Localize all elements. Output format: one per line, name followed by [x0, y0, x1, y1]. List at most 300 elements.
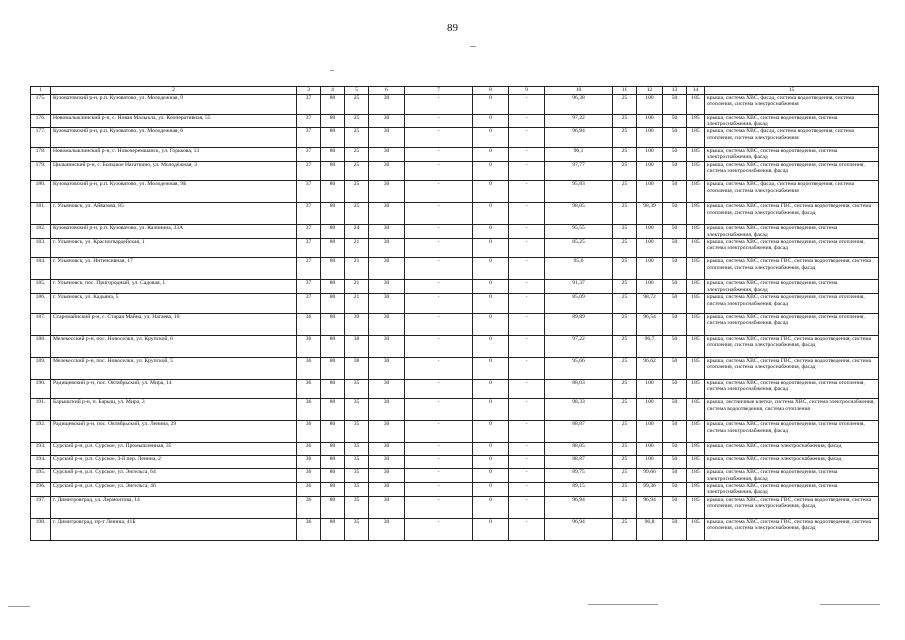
col-9-value: -: [509, 399, 545, 421]
col-8-value: 0: [473, 181, 509, 203]
address: Новомалыклинский р-н, с. Новая Малыкла, ул. Кооперативная, 55: [51, 114, 297, 128]
col-3-value: 36: [297, 399, 321, 421]
col-14-value: 185: [687, 181, 705, 203]
col-5-value: 25: [345, 203, 369, 225]
col-14-value: 185: [687, 294, 705, 314]
works-list: крыша, система ХВС, система ГВС, система водоотведения, система отопления, система электроснабжения, фасад: [705, 335, 879, 357]
col-11-value: 25: [613, 335, 637, 357]
col-10-value: 89,15: [545, 483, 613, 497]
col-11-value: 25: [613, 181, 637, 203]
col-9-value: -: [509, 95, 545, 115]
col-3-value: 36: [297, 313, 321, 335]
col-5-value: 25: [345, 128, 369, 148]
col-14-value: 185: [687, 335, 705, 357]
col-10-value: 95,83: [545, 181, 613, 203]
table-row: [31, 225, 879, 239]
col-10-value: 96,38: [545, 95, 613, 115]
column-header-14: 14: [687, 87, 705, 95]
row-number: 177.: [31, 128, 51, 148]
col-4-value: 80: [321, 443, 345, 456]
col-7-value: -: [405, 483, 473, 497]
column-header-3: 3: [297, 87, 321, 95]
col-11-value: 25: [613, 357, 637, 379]
row-number: 180.: [31, 181, 51, 203]
col-10-value: 95,66: [545, 357, 613, 379]
col-13-value: 50: [663, 518, 687, 540]
col-14-value: 185: [687, 357, 705, 379]
col-3-value: 37: [297, 161, 321, 181]
col-6-value: 30: [369, 399, 405, 421]
col-14-value: 185: [687, 258, 705, 280]
col-9-value: -: [509, 313, 545, 335]
col-13-value: 50: [663, 258, 687, 280]
col-5-value: 35: [345, 496, 369, 518]
row-number: 196.: [31, 483, 51, 497]
table-row: [31, 294, 879, 314]
col-9-value: -: [509, 379, 545, 399]
col-7-value: -: [405, 456, 473, 469]
col-9-value: -: [509, 456, 545, 469]
col-3-value: 36: [297, 357, 321, 379]
col-8-value: 0: [473, 399, 509, 421]
col-11-value: 25: [613, 95, 637, 115]
col-7-value: -: [405, 335, 473, 357]
col-7-value: -: [405, 294, 473, 314]
col-9-value: -: [509, 357, 545, 379]
col-4-value: 80: [321, 161, 345, 181]
col-3-value: 37: [297, 95, 321, 115]
col-8-value: 0: [473, 421, 509, 443]
col-12-value: 96,7: [637, 335, 663, 357]
col-11-value: 25: [613, 238, 637, 258]
col-9-value: -: [509, 161, 545, 181]
col-8-value: 0: [473, 496, 509, 518]
works-list: крыша, система ХВС, система водоотведения, система электроснабжения, фасад: [705, 147, 879, 161]
col-8-value: 0: [473, 280, 509, 294]
address: г. Ульяновск, ул. Интенсивная, 17: [51, 258, 297, 280]
col-12-value: 96,94: [637, 496, 663, 518]
col-8-value: 0: [473, 313, 509, 335]
works-list: крыша, система ХВС, система водоотведения, система электроснабжения, фасад: [705, 280, 879, 294]
col-3-value: 37: [297, 114, 321, 128]
col-6-value: 30: [369, 313, 405, 335]
col-5-value: 25: [345, 114, 369, 128]
col-13-value: 50: [663, 128, 687, 148]
col-13-value: 50: [663, 357, 687, 379]
col-6-value: 30: [369, 443, 405, 456]
col-6-value: 30: [369, 258, 405, 280]
col-10-value: 88,03: [545, 379, 613, 399]
col-9-value: -: [509, 483, 545, 497]
col-11-value: 25: [613, 496, 637, 518]
col-10-value: 88,87: [545, 456, 613, 469]
col-7-value: -: [405, 114, 473, 128]
table-row: [31, 161, 879, 181]
table-row: [31, 203, 879, 225]
col-11-value: 25: [613, 469, 637, 483]
col-9-value: -: [509, 280, 545, 294]
col-3-value: 37: [297, 294, 321, 314]
col-12-value: 96,62: [637, 357, 663, 379]
col-5-value: 25: [345, 161, 369, 181]
scan-artifact: [470, 46, 476, 47]
col-3-value: 37: [297, 203, 321, 225]
table-row: [31, 456, 879, 469]
housing-table-container: [30, 86, 878, 541]
col-10-value: 98,05: [545, 203, 613, 225]
row-number: 194.: [31, 456, 51, 469]
col-6-value: 30: [369, 147, 405, 161]
works-list: крыша, система ХВС, система ГВС, система водоотведения, система отопления, система электроснабжения, фасад: [705, 518, 879, 540]
col-3-value: 37: [297, 128, 321, 148]
col-12-value: 100: [637, 181, 663, 203]
col-10-value: 88,05: [545, 443, 613, 456]
col-5-value: 39: [345, 313, 369, 335]
address: Барышский р-н, п. Барыш, ул. Мира, 3: [51, 399, 297, 421]
col-7-value: -: [405, 379, 473, 399]
col-13-value: 50: [663, 421, 687, 443]
col-10-value: 96,1: [545, 147, 613, 161]
col-4-value: 80: [321, 421, 345, 443]
col-11-value: 25: [613, 379, 637, 399]
table-row: [31, 238, 879, 258]
address: Кузоватовский р-н, р.п. Кузоватово, ул. Калинина, 33А: [51, 225, 297, 239]
col-5-value: 38: [345, 335, 369, 357]
col-6-value: 30: [369, 469, 405, 483]
address: Кузоватовский р-н, р.п. Кузоватово, ул. Молодежная, 9Б: [51, 181, 297, 203]
col-7-value: -: [405, 399, 473, 421]
col-10-value: 96,94: [545, 496, 613, 518]
col-14-value: 185: [687, 421, 705, 443]
works-list: крыша, система ХВС, система водоотведения, система электроснабжения, фасад: [705, 225, 879, 239]
col-8-value: 0: [473, 379, 509, 399]
col-14-value: 185: [687, 161, 705, 181]
col-6-value: 30: [369, 294, 405, 314]
col-6-value: 30: [369, 161, 405, 181]
column-header-4: 4: [321, 87, 345, 95]
col-6-value: 30: [369, 280, 405, 294]
col-3-value: 36: [297, 469, 321, 483]
col-3-value: 36: [297, 483, 321, 497]
col-12-value: 100: [637, 443, 663, 456]
address: г. Ульяновск, ул. Кадьяна, 5: [51, 294, 297, 314]
col-4-value: 80: [321, 313, 345, 335]
col-12-value: 100: [637, 258, 663, 280]
col-9-value: -: [509, 469, 545, 483]
col-13-value: 50: [663, 443, 687, 456]
col-7-value: -: [405, 128, 473, 148]
col-3-value: 37: [297, 225, 321, 239]
address: г. Димитровград, ул. Лермонтова, 14: [51, 496, 297, 518]
col-7-value: -: [405, 181, 473, 203]
col-9-value: -: [509, 443, 545, 456]
col-13-value: 50: [663, 95, 687, 115]
row-number: 185.: [31, 280, 51, 294]
col-7-value: -: [405, 258, 473, 280]
column-header-2: 2: [51, 87, 297, 95]
col-13-value: 50: [663, 238, 687, 258]
col-10-value: 96,94: [545, 128, 613, 148]
col-5-value: 21: [345, 238, 369, 258]
col-8-value: 0: [473, 128, 509, 148]
col-8-value: 0: [473, 335, 509, 357]
table-row: [31, 280, 879, 294]
table-row: [31, 95, 879, 115]
col-10-value: 85,25: [545, 238, 613, 258]
col-12-value: 100: [637, 147, 663, 161]
col-11-value: 25: [613, 280, 637, 294]
col-9-value: -: [509, 128, 545, 148]
table-body: [31, 95, 879, 541]
table-row: [31, 443, 879, 456]
col-5-value: 35: [345, 421, 369, 443]
col-9-value: -: [509, 147, 545, 161]
col-3-value: 36: [297, 421, 321, 443]
col-9-value: -: [509, 225, 545, 239]
address: Новомалыклинский р-н, с. Новочеремшанск, ул. Горькова, 13: [51, 147, 297, 161]
row-number: 197.: [31, 496, 51, 518]
col-4-value: 80: [321, 225, 345, 239]
col-7-value: -: [405, 469, 473, 483]
works-list: крыша, система ХВС, система электроснабжения, фасад: [705, 456, 879, 469]
col-7-value: -: [405, 225, 473, 239]
col-4-value: 80: [321, 203, 345, 225]
col-4-value: 80: [321, 469, 345, 483]
col-13-value: 50: [663, 161, 687, 181]
col-7-value: -: [405, 147, 473, 161]
col-9-value: -: [509, 238, 545, 258]
col-8-value: 0: [473, 357, 509, 379]
col-13-value: 50: [663, 469, 687, 483]
col-13-value: 50: [663, 203, 687, 225]
col-10-value: 89,75: [545, 469, 613, 483]
works-list: крыша, система ХВС, система электроснабжения, фасад: [705, 443, 879, 456]
works-list: крыша, система ХВС, фасад, система водоотведения, система отопления, система электроснабжения: [705, 128, 879, 148]
col-13-value: 50: [663, 147, 687, 161]
col-8-value: 0: [473, 203, 509, 225]
col-4-value: 80: [321, 496, 345, 518]
col-4-value: 80: [321, 95, 345, 115]
works-list: крыша, система ХВС, система ГВС, система водоотведения, система отопления, система электроснабжения, фасад: [705, 357, 879, 379]
row-number: 178.: [31, 147, 51, 161]
row-number: 192.: [31, 421, 51, 443]
col-9-value: -: [509, 203, 545, 225]
col-3-value: 37: [297, 181, 321, 203]
works-list: крыша, система ХВС, система водоотведения, система электроснабжения, фасад: [705, 469, 879, 483]
col-6-value: 30: [369, 114, 405, 128]
col-11-value: 25: [613, 225, 637, 239]
col-8-value: 0: [473, 443, 509, 456]
col-5-value: 21: [345, 258, 369, 280]
col-6-value: 30: [369, 238, 405, 258]
col-7-value: -: [405, 313, 473, 335]
col-5-value: 24: [345, 225, 369, 239]
col-7-value: -: [405, 421, 473, 443]
col-14-value: 185: [687, 203, 705, 225]
col-14-value: 185: [687, 225, 705, 239]
col-7-value: -: [405, 443, 473, 456]
col-8-value: 0: [473, 114, 509, 128]
scan-artifact: [330, 70, 334, 71]
col-13-value: 50: [663, 181, 687, 203]
col-10-value: 97,77: [545, 161, 613, 181]
col-14-value: 185: [687, 496, 705, 518]
row-number: 182.: [31, 225, 51, 239]
col-8-value: 0: [473, 238, 509, 258]
col-13-value: 50: [663, 225, 687, 239]
col-3-value: 36: [297, 456, 321, 469]
col-13-value: 50: [663, 114, 687, 128]
col-5-value: 38: [345, 357, 369, 379]
col-4-value: 80: [321, 379, 345, 399]
col-9-value: -: [509, 114, 545, 128]
col-7-value: -: [405, 280, 473, 294]
col-13-value: 50: [663, 313, 687, 335]
table-row: [31, 379, 879, 399]
col-6-value: 30: [369, 357, 405, 379]
col-12-value: 100: [637, 95, 663, 115]
col-4-value: 80: [321, 456, 345, 469]
col-7-value: -: [405, 95, 473, 115]
col-11-value: 25: [613, 483, 637, 497]
table-row: [31, 335, 879, 357]
row-number: 183.: [31, 238, 51, 258]
col-14-value: 185: [687, 483, 705, 497]
table-row: [31, 469, 879, 483]
col-6-value: 30: [369, 421, 405, 443]
address: г. Ульяновск, ул. Красногвардейская, 1: [51, 238, 297, 258]
col-13-value: 50: [663, 294, 687, 314]
col-12-value: 96,8: [637, 518, 663, 540]
col-13-value: 50: [663, 399, 687, 421]
table-row: [31, 147, 879, 161]
col-12-value: 100: [637, 161, 663, 181]
row-number: 189.: [31, 357, 51, 379]
col-14-value: 185: [687, 238, 705, 258]
table-row: [31, 357, 879, 379]
housing-table: [30, 86, 879, 541]
col-14-value: 185: [687, 95, 705, 115]
col-5-value: 25: [345, 95, 369, 115]
col-7-value: -: [405, 161, 473, 181]
col-10-value: 95,6: [545, 258, 613, 280]
col-10-value: 97,22: [545, 335, 613, 357]
col-12-value: 100: [637, 128, 663, 148]
col-11-value: 25: [613, 456, 637, 469]
address: Радищевский р-н, пос. Октябрьский, ул. Мира, 14: [51, 379, 297, 399]
col-9-value: -: [509, 496, 545, 518]
works-list: крыша, система ХВС, система водоотведения, система отопления, система электроснабжения, фасад: [705, 238, 879, 258]
table-row: [31, 181, 879, 203]
col-3-value: 36: [297, 443, 321, 456]
row-number: 198.: [31, 518, 51, 540]
col-11-value: 25: [613, 114, 637, 128]
col-6-value: 30: [369, 456, 405, 469]
col-13-value: 50: [663, 379, 687, 399]
col-8-value: 0: [473, 469, 509, 483]
col-5-value: 21: [345, 280, 369, 294]
address: Цильнинский р-н, с. Большое Нагаткино, ул. Молодёжная, 3: [51, 161, 297, 181]
col-14-value: 185: [687, 443, 705, 456]
table-row: [31, 313, 879, 335]
column-header-1: 1: [31, 87, 51, 95]
col-7-value: -: [405, 357, 473, 379]
address: Сурский р-н, р.п. Сурское, ул. Энгельса, 64: [51, 469, 297, 483]
col-4-value: 80: [321, 483, 345, 497]
col-12-value: 98,72: [637, 294, 663, 314]
col-12-value: 100: [637, 114, 663, 128]
address: Старомайнский р-н, с. Старая Майна, ул. Нагаева, 10: [51, 313, 297, 335]
row-number: 179.: [31, 161, 51, 181]
address: г. Ульяновск, пос. Пригородный, ул. Садовая, 1: [51, 280, 297, 294]
col-6-value: 30: [369, 181, 405, 203]
col-6-value: 30: [369, 225, 405, 239]
col-9-value: -: [509, 181, 545, 203]
col-12-value: 100: [637, 421, 663, 443]
col-13-value: 50: [663, 456, 687, 469]
works-list: крыша, система ХВС, система водоотведения, система отопления, система электроснабжения, фасад: [705, 379, 879, 399]
col-4-value: 80: [321, 294, 345, 314]
col-6-value: 30: [369, 496, 405, 518]
row-number: 188.: [31, 335, 51, 357]
col-12-value: 100: [637, 399, 663, 421]
col-14-value: 185: [687, 518, 705, 540]
col-14-value: 185: [687, 379, 705, 399]
column-header-10: 10: [545, 87, 613, 95]
address: Мелекесский р-н, пос. Новоселки, ул. Крупской, 5: [51, 357, 297, 379]
row-number: 187.: [31, 313, 51, 335]
col-9-value: -: [509, 518, 545, 540]
address: Сурский р-н, р.п. Сурское, ул. Энгельса, 46: [51, 483, 297, 497]
col-14-value: 185: [687, 399, 705, 421]
col-8-value: 0: [473, 294, 509, 314]
col-8-value: 0: [473, 483, 509, 497]
works-list: крыша, система ХВС, система водоотведения, система отопления, система электроснабжения, фасад: [705, 161, 879, 181]
col-3-value: 36: [297, 496, 321, 518]
col-11-value: 25: [613, 203, 637, 225]
col-3-value: 36: [297, 379, 321, 399]
col-9-value: -: [509, 294, 545, 314]
col-9-value: -: [509, 335, 545, 357]
row-number: 181.: [31, 203, 51, 225]
works-list: крыша, система ХВС, система водоотведения, система электроснабжения, фасад: [705, 483, 879, 497]
works-list: крыша, лестничные клетки, система ХВС, система электроснабжения, система водоотведения, система отопления: [705, 399, 879, 421]
scan-artifact: [588, 604, 658, 605]
col-5-value: 21: [345, 294, 369, 314]
col-4-value: 80: [321, 518, 345, 540]
col-5-value: 35: [345, 483, 369, 497]
col-10-value: 97,22: [545, 114, 613, 128]
col-12-value: 100: [637, 379, 663, 399]
col-11-value: 25: [613, 147, 637, 161]
col-5-value: 35: [345, 443, 369, 456]
col-10-value: 95,55: [545, 225, 613, 239]
col-3-value: 37: [297, 280, 321, 294]
col-14-value: 185: [687, 456, 705, 469]
col-14-value: 185: [687, 128, 705, 148]
col-10-value: 98,33: [545, 399, 613, 421]
table-row: [31, 421, 879, 443]
col-9-value: -: [509, 421, 545, 443]
col-8-value: 0: [473, 258, 509, 280]
works-list: крыша, система ХВС, фасад, система водоотведения, система отопления, система электроснабжения: [705, 181, 879, 203]
col-11-value: 25: [613, 258, 637, 280]
works-list: крыша, система ХВС, система водоотведения, система отопления, система электроснабжения, фасад: [705, 313, 879, 335]
works-list: крыша, система ХВС, фасад, система водоотведения, система отопления, система электроснабжения: [705, 95, 879, 115]
col-13-value: 50: [663, 496, 687, 518]
col-11-value: 25: [613, 399, 637, 421]
col-14-value: 185: [687, 280, 705, 294]
